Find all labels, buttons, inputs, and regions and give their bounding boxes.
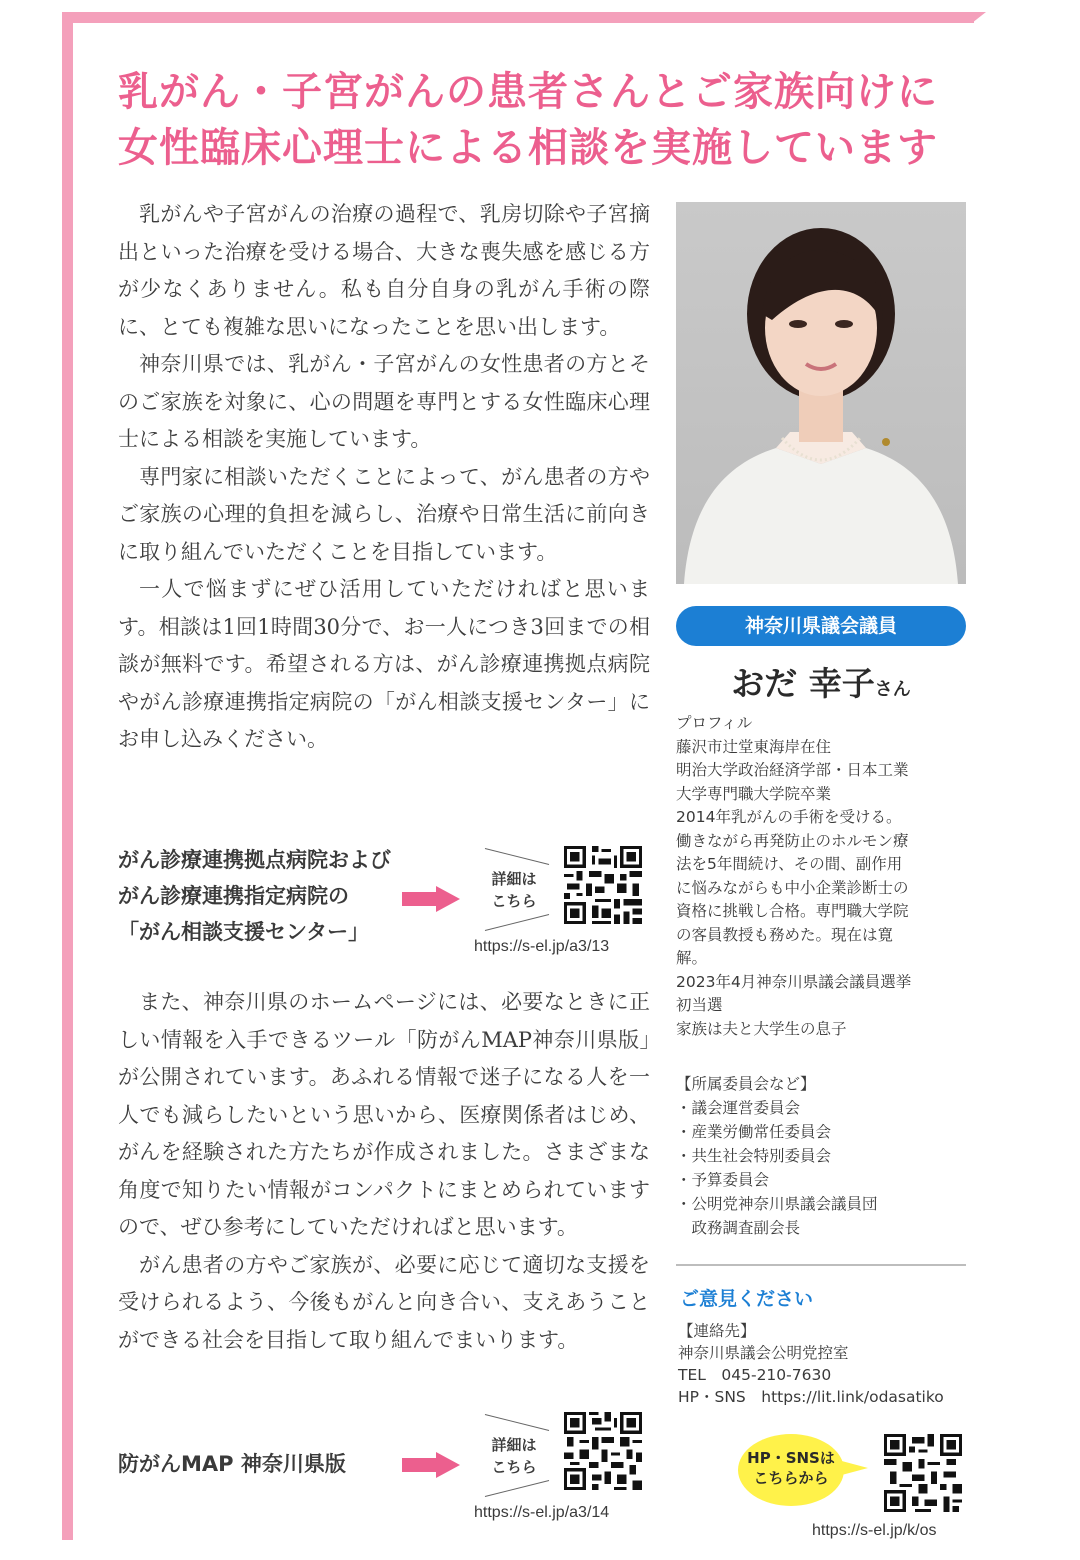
profile-line: に悩みながらも中小企業診断士の xyxy=(676,878,909,897)
cta-map-label: 防がんMAP 神奈川県版 xyxy=(118,1452,346,1476)
profile-line: の客員教授も務めた。現在は寛 xyxy=(676,925,894,944)
cta-line-2: がん診療連携指定病院の xyxy=(118,884,349,908)
portrait-illustration xyxy=(676,202,966,584)
opinion-heading: ご意見ください xyxy=(680,1288,814,1310)
person-name xyxy=(676,658,966,716)
person-name-text: おだ 幸子 xyxy=(731,664,875,703)
detail-line xyxy=(485,848,549,865)
profile-line: 大学専門職大学院卒業 xyxy=(676,784,832,803)
profile-line: 資格に挑戦し合格。専門職大学院 xyxy=(676,902,909,920)
committee-item: ・共生社会特別委員会 xyxy=(676,1147,832,1165)
detail-label-2: こちら xyxy=(491,892,537,910)
detail-label-1: 詳細は xyxy=(491,1436,537,1454)
title-line-1: 乳がん・子宮がんの患者さんとご家族向けに xyxy=(118,69,938,115)
paragraph-6: がん患者の方やご家族が、必要に応じて適切な支援を受けられるよう、今後もがんと向き合い、支えあうことができる社会を目指して取り組んでまいります。 xyxy=(118,1252,650,1352)
contact-line: 【連絡先】 xyxy=(678,1322,756,1340)
committee-list xyxy=(676,1072,968,1240)
contact-line: TEL 045-210-7630 xyxy=(678,1366,832,1384)
detail-line xyxy=(485,1480,549,1497)
contact-line: 神奈川県議会公明党控室 xyxy=(678,1344,849,1362)
profile-line: 働きながら再発防止のホルモン療 xyxy=(676,831,909,850)
profile-line: 2014年乳がんの手術を受ける。 xyxy=(676,808,902,826)
arrow-right-icon xyxy=(402,886,460,912)
title-line-2: 女性臨床心理士による相談を実施しています xyxy=(118,125,938,171)
profile-line: 明治大学政治経済学部・日本工業 xyxy=(676,761,909,779)
qr-code-icon[interactable] xyxy=(564,846,642,924)
portrait-photo xyxy=(676,202,966,584)
paragraph-4: 一人で悩まずにぜひ活用していただければと思います。相談は1回1時間30分で、お一人につき3回までの相談が無料です。希望される方は、がん診療連携拠点病院やがん診療連携指定病院の「がん相談支援センター」にお申し込みください。 xyxy=(118,577,650,751)
committee-item: ・公明党神奈川県議会議員団 xyxy=(676,1195,878,1213)
cta-bougan-map xyxy=(118,1410,650,1530)
cta-map-text xyxy=(118,1446,346,1482)
profile-line: 2023年4月神奈川県議会議員選挙 xyxy=(676,972,912,991)
profile-line: 初当選 xyxy=(676,996,723,1014)
profile-block xyxy=(676,712,968,1041)
contact-line: HP・SNS https://lit.link/odasatiko xyxy=(678,1388,944,1406)
profile-line: 法を5年間続け、その間、副作用 xyxy=(676,855,903,873)
person-honorific: さん xyxy=(874,679,911,700)
detail-label-1: 詳細は xyxy=(491,870,537,888)
body-column-bottom xyxy=(118,984,650,1359)
profile-line: 解。 xyxy=(676,949,708,967)
contact-block xyxy=(678,1320,978,1408)
left-border xyxy=(62,12,73,1540)
article-title xyxy=(118,64,998,176)
committee-item: 政務調査副会長 xyxy=(676,1219,801,1237)
qr-code-icon[interactable] xyxy=(884,1434,962,1512)
paragraph-5: また、神奈川県のホームページには、必要なときに正しい情報を入手できるツール「防がんMAP神奈川県版」が公開されています。あふれる情報で迷子になる人を一人でも減らしたいという思いから、医療関係者はじめ、がんを経験された方たちが作成されました。さまざまな角度で知りたい情報がコンパクトにまとめられていますので、ぜひ参考にしていただければと思います。 xyxy=(118,990,650,1239)
cta-url[interactable]: https://s-el.jp/a3/13 xyxy=(474,938,610,955)
bubble-line-2: こちらから xyxy=(753,1469,829,1487)
top-border xyxy=(62,12,974,23)
committee-item: ・予算委員会 xyxy=(676,1171,770,1189)
cta-line-3: 「がん相談支援センター」 xyxy=(118,920,370,944)
top-border-tip xyxy=(972,12,986,23)
speech-bubble xyxy=(738,1434,844,1506)
role-badge: 神奈川県議会議員 xyxy=(676,606,966,646)
sidebar-divider xyxy=(676,1264,966,1266)
cta-cancer-support-center xyxy=(118,842,650,962)
paragraph-1: 乳がんや子宮がんの治療の過程で、乳房切除や子宮摘出といった治療を受ける場合、大きな喪失感を感じる方が少なくありません。私も自分自身の乳がん手術の際に、とても複雑な思いになったことを思い出します。 xyxy=(118,202,650,339)
detail-label xyxy=(482,1434,546,1478)
detail-line xyxy=(485,1414,549,1431)
cta-text xyxy=(118,842,391,950)
detail-label-2: こちら xyxy=(491,1458,537,1476)
profile-line: プロフィル xyxy=(676,714,753,732)
committee-item: 【所属委員会など】 xyxy=(676,1075,816,1093)
profile-line: 家族は夫と大学生の息子 xyxy=(676,1019,847,1038)
committee-item: ・議会運営委員会 xyxy=(676,1099,801,1117)
cta-map-url[interactable]: https://s-el.jp/a3/14 xyxy=(474,1504,610,1521)
arrow-right-icon xyxy=(402,1452,460,1478)
bubble-line-1: HP・SNSは xyxy=(747,1449,835,1467)
profile-line: 藤沢市辻堂東海岸在住 xyxy=(676,737,832,756)
paragraph-3: 専門家に相談いただくことによって、がん患者の方やご家族の心理的負担を減らし、治療や日常生活に前向きに取り組んでいただくことを目指しています。 xyxy=(118,464,650,564)
body-column-top xyxy=(118,196,650,759)
detail-label xyxy=(482,868,546,912)
detail-line xyxy=(485,914,549,931)
sidebar-url[interactable]: https://s-el.jp/k/os xyxy=(812,1522,937,1539)
cta-line-1: がん診療連携拠点病院および xyxy=(118,848,391,872)
committee-item: ・産業労働常任委員会 xyxy=(676,1123,832,1141)
qr-code-icon[interactable] xyxy=(564,1412,642,1490)
paragraph-2: 神奈川県では、乳がん・子宮がんの女性患者の方とそのご家族を対象に、心の問題を専門とする女性臨床心理士による相談を実施しています。 xyxy=(118,352,650,451)
